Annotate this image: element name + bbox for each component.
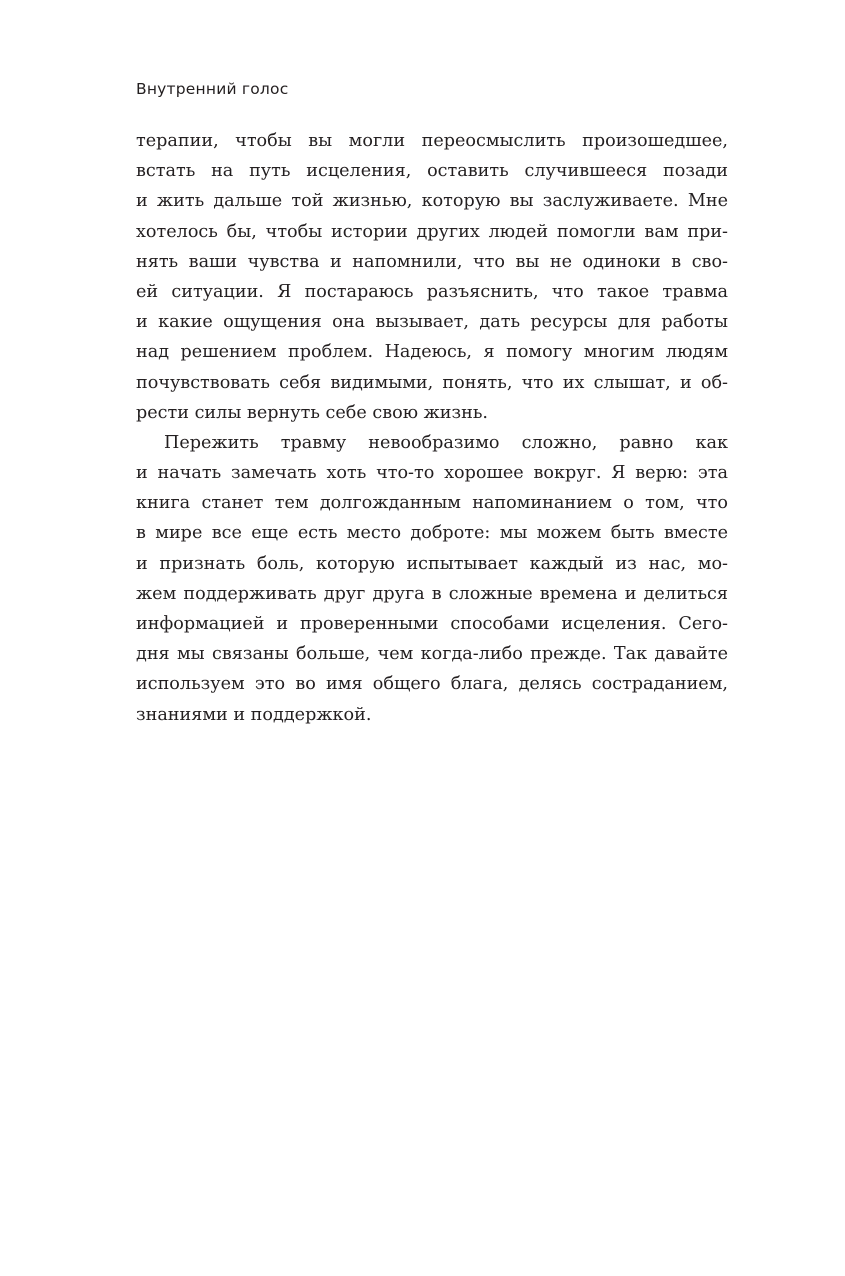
text-line: встать на путь исцеления, оставить случившееся позади xyxy=(136,161,728,182)
text-line: дня мы связаны больше, чем когда-либо прежде. Так давайте xyxy=(136,644,728,665)
text-line: и какие ощущения она вызывает, дать ресурсы для работы xyxy=(136,312,728,333)
text-line: над решением проблем. Надеюсь, я помогу многим людям xyxy=(136,342,728,363)
text-line: книга станет тем долгожданным напоминанием о том, что xyxy=(136,493,728,514)
text-line: используем это во имя общего блага, делясь состраданием, xyxy=(136,674,728,695)
text-line: знаниями и поддержкой. xyxy=(136,704,372,725)
text-line: и начать замечать хоть что-то хорошее вокруг. Я верю: эта xyxy=(136,463,728,484)
text-line: рести силы вернуть себе свою жизнь. xyxy=(136,402,489,423)
text-line: и жить дальше той жизнью, которую вы заслуживаете. Мне xyxy=(136,191,728,212)
paragraph-2 xyxy=(136,428,728,730)
text-line: и признать боль, которую испытывает каждый из нас, мо- xyxy=(136,553,728,574)
text-line: терапии, чтобы вы могли переосмыслить произошедшее, xyxy=(136,131,728,151)
text-line: почувствовать себя видимыми, понять, что их слышат, и об- xyxy=(136,372,728,393)
text-line: в мире все еще есть место доброте: мы можем быть вместе xyxy=(136,523,728,544)
text-line: Пережить травму невообразимо сложно, равно как xyxy=(164,432,728,453)
text-line: хотелось бы, чтобы истории других людей помогли вам при- xyxy=(136,221,728,242)
text-line: информацией и проверенными способами исцеления. Сего- xyxy=(136,614,728,634)
text-line: ей ситуации. Я постараюсь разъяснить, что такое травма xyxy=(136,281,728,302)
body-text xyxy=(136,126,728,730)
text-line: жем поддерживать друг друга в сложные времена и делиться xyxy=(136,583,728,604)
running-header: Внутренний голос xyxy=(136,80,289,98)
text-line: нять ваши чувства и напомнили, что вы не одиноки в сво- xyxy=(136,251,728,272)
paragraph-1 xyxy=(136,126,728,428)
